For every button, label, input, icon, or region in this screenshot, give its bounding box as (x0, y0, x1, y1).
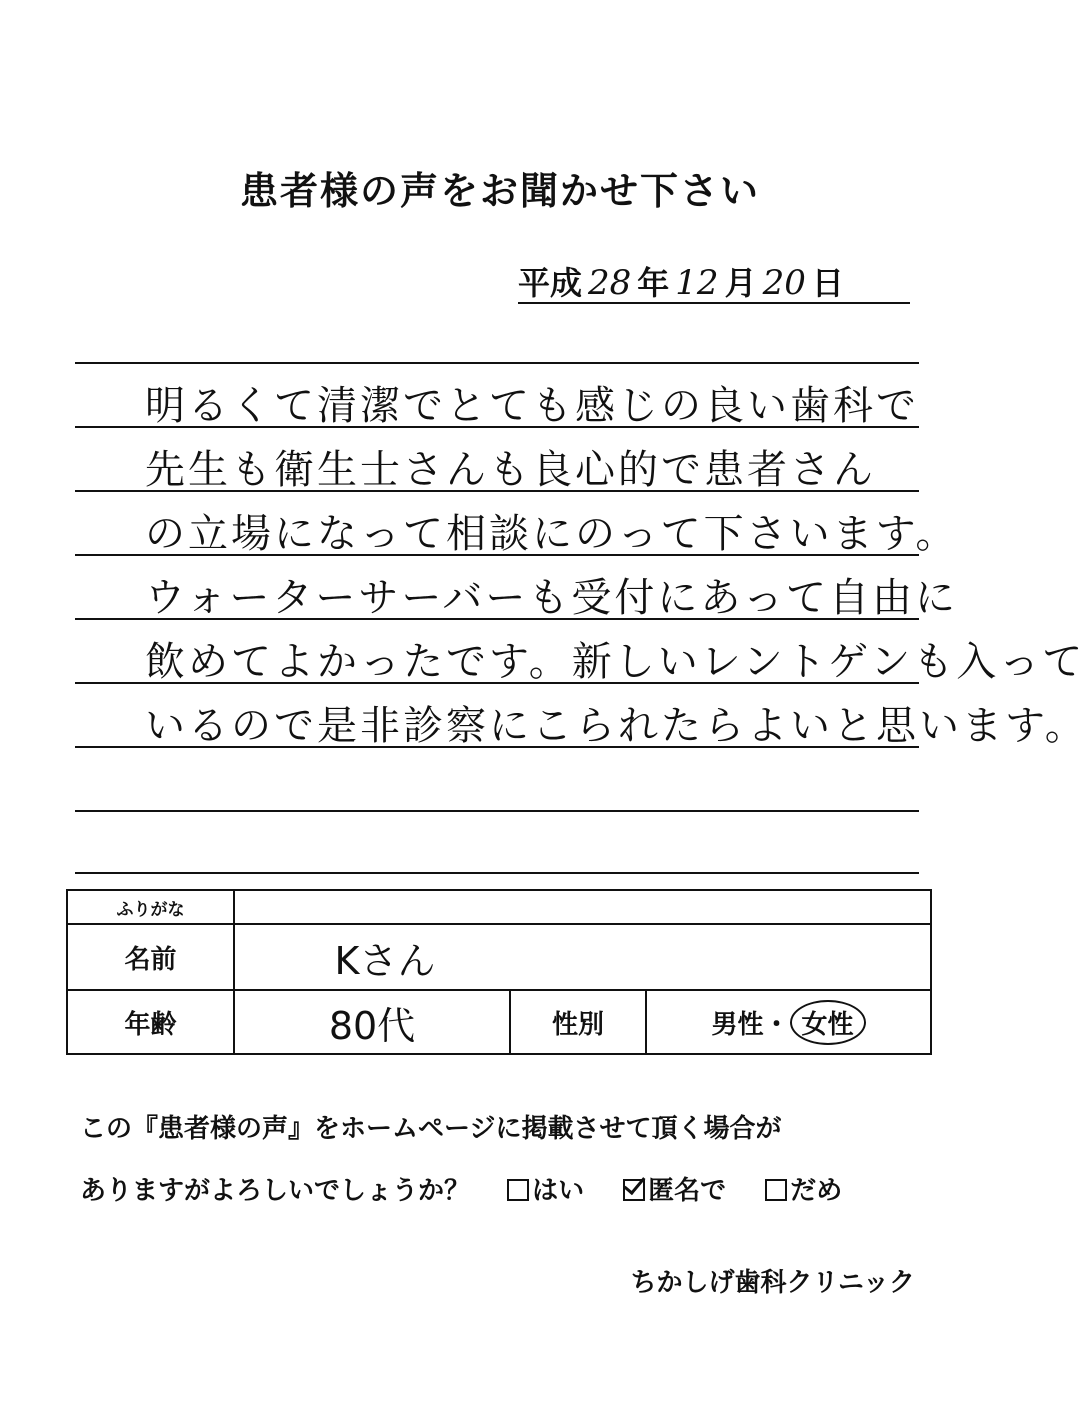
comment-line-5: 飲めてよかったです。新しいレントゲンも入って (145, 639, 1086, 685)
date-year-unit: 年 (637, 264, 670, 302)
ruled-line (75, 490, 919, 492)
date-year: 28 (588, 263, 632, 303)
consent-option-anonymous[interactable]: 匿名で (623, 1170, 726, 1207)
ruled-line (75, 554, 919, 556)
comment-line-3: の立場になって相談にのって下さいます。 (145, 511, 959, 557)
comment-line-4: ウォーターサーバーも受付にあって自由に (145, 575, 958, 621)
comment-line-2: 先生も衛生士さんも良心的で患者さん (145, 447, 876, 493)
page-title: 患者様の声をお聞かせ下さい (239, 169, 760, 213)
ruled-line (75, 682, 919, 684)
gender-separator: ・ (763, 1009, 790, 1040)
ruled-line (75, 872, 919, 874)
patient-info-table (66, 889, 932, 1055)
name-field[interactable]: Kさん (334, 938, 436, 983)
date-line (518, 258, 910, 304)
gender-option-male[interactable]: 男性 (711, 1009, 764, 1040)
gender-options (647, 991, 930, 1053)
gender-option-female[interactable]: 女性 (790, 1000, 866, 1045)
furigana-label: ふりがな (116, 899, 185, 920)
clinic-name: ちかしげ歯科クリニック (630, 1268, 915, 1298)
gender-label: 性別 (551, 1009, 604, 1040)
ruled-line (75, 362, 919, 364)
checkbox-icon[interactable] (765, 1179, 787, 1201)
checkbox-checked-icon[interactable] (623, 1179, 645, 1201)
comment-line-6: いるので是非診察にこられたらよいと思います。 (145, 703, 1088, 749)
date-month-unit: 月 (724, 264, 757, 302)
ruled-line (75, 618, 919, 620)
checkbox-icon[interactable] (507, 1179, 529, 1201)
consent-question-line2-row (80, 1170, 842, 1207)
date-day: 20 (762, 263, 806, 303)
name-label: 名前 (124, 944, 177, 975)
ruled-line (75, 746, 919, 748)
date-era: 平成 (518, 264, 583, 302)
date-day-unit: 日 (811, 264, 844, 302)
comment-line-1: 明るくて清潔でとても感じの良い歯科で (145, 383, 919, 429)
ruled-line (75, 810, 919, 812)
consent-question-line2: ありますがよろしいでしょうか？ (80, 1176, 471, 1206)
age-field[interactable]: 80代 (328, 1003, 416, 1048)
furigana-field[interactable] (235, 891, 930, 923)
date-month: 12 (675, 263, 719, 303)
consent-question-line1: この『患者様の声』をホームページに掲載させて頂く場合が (80, 1114, 782, 1144)
age-label: 年齢 (124, 1009, 177, 1040)
consent-option-yes[interactable]: はい (507, 1170, 584, 1207)
consent-option-no[interactable]: だめ (765, 1170, 842, 1207)
ruled-line (75, 426, 919, 428)
